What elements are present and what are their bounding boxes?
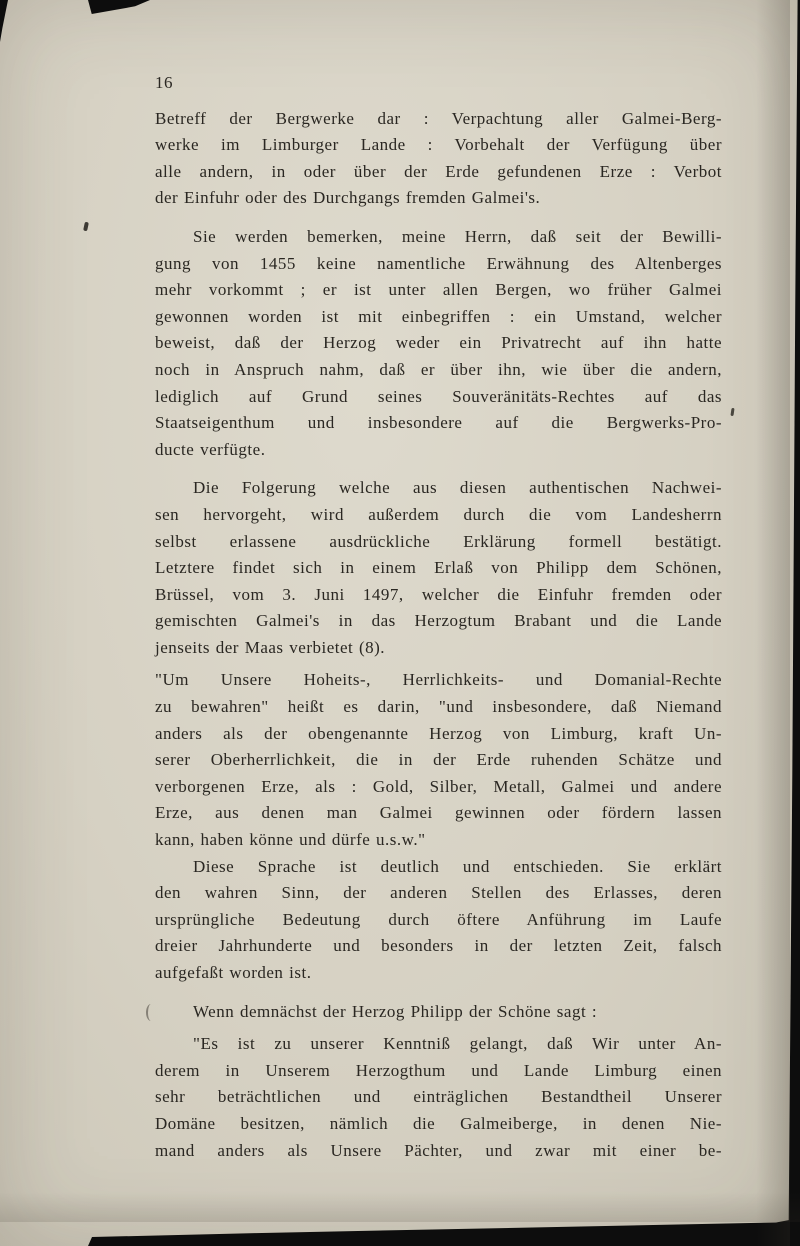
text-line: sen hervorgeht, wird außerdem durch die vom Landesherrn [155, 504, 722, 524]
text-line: beweist, daß der Herzog weder ein Privatrecht auf ihn hatte [155, 333, 722, 353]
text-line: Staatseigenthum und insbesondere auf die Bergwerks-Pro- [155, 413, 722, 433]
text-block [155, 70, 722, 1164]
text-line: dreier Jahrhunderte und besonders in der letzten Zeit, falsch [155, 936, 722, 956]
scan-speck-left-margin [83, 222, 89, 232]
text-line: "Um Unsere Hoheits-, Herrlichkeits- und Domanial-Rechte [155, 670, 722, 690]
text-line: kann, haben könne und dürfe u.s.w." [155, 830, 426, 850]
text-line: Letztere findet sich in einem Erlaß von Philipp dem Schönen, [155, 558, 722, 578]
scan-edge-bottom [0, 1218, 800, 1246]
text-line: Sie werden bemerken, meine Herrn, daß seit der Bewilli- [193, 226, 722, 246]
text-line: gewonnen worden ist mit einbegriffen : ein Umstand, welcher [155, 306, 722, 326]
text-line: der Einfuhr oder des Durchgangs fremden Galmei's. [155, 188, 541, 208]
text-line: verborgenen Erze, als : Gold, Silber, Metall, Galmei und andere [155, 776, 722, 796]
text-line: lediglich auf Grund seines Souveränitäts-Rechtes auf das [155, 386, 722, 406]
text-line: alle andern, in oder über der Erde gefundenen Erze : Verbot [155, 161, 722, 181]
text-line: werke im Limburger Lande : Vorbehalt der Verfügung über [155, 135, 722, 155]
text-line: Brüssel, vom 3. Juni 1497, welcher die Einfuhr fremden oder [155, 584, 722, 604]
scan-edge-top-left [88, 0, 150, 14]
paragraph [155, 999, 722, 1026]
text-line: ducte verfügte. [155, 439, 266, 459]
text-line: serer Oberherrlichkeit, die in der Erde ruhenden Schätze und [155, 750, 722, 770]
text-line: zu bewahren" heißt es darin, "und insbesondere, daß Niemand [155, 697, 722, 717]
text-line: derem in Unserem Herzogthum und Lande Limburg einen [155, 1060, 722, 1080]
text-line: mand anders als Unsere Pächter, und zwar mit einer be- [155, 1140, 722, 1160]
paragraph [155, 854, 722, 987]
text-line: Erze, aus denen man Galmei gewinnen oder fördern lassen [155, 803, 722, 823]
page-shadow-right [756, 0, 790, 1246]
page-body [155, 106, 722, 1165]
page-shadow-bottom [0, 1192, 800, 1222]
text-line: Betreff der Bergwerke dar : Verpachtung aller Galmei-Berg- [155, 108, 722, 128]
text-line: aufgefaßt worden ist. [155, 963, 312, 982]
scan-speck-right-margin [730, 408, 734, 416]
text-line: selbst erlassene ausdrückliche Erklärung formell bestätigt. [155, 531, 722, 551]
paragraph [155, 667, 722, 853]
text-line: "Es ist zu unserer Kenntniß gelangt, daß Wir unter An- [193, 1034, 722, 1054]
text-line: Die Folgerung welche aus diesen authentischen Nachwei- [193, 478, 722, 498]
text-line: den wahren Sinn, der anderen Stellen des Erlasses, deren [155, 883, 722, 903]
paragraph [155, 106, 722, 212]
page-number: 16 [155, 73, 173, 92]
scan-edge-left-top [0, 0, 8, 70]
paragraph [155, 1031, 722, 1164]
paragraph [155, 475, 722, 661]
text-line: jenseits der Maas verbietet (8). [155, 637, 386, 657]
text-line: Diese Sprache ist deutlich und entschieden. Sie erklärt [193, 856, 722, 876]
text-line: anders als der obengenannte Herzog von Limburg, kraft Un- [155, 723, 722, 743]
text-line: gung von 1455 keine namentliche Erwähnung des Altenberges [155, 253, 722, 273]
text-line: Domäne besitzen, nämlich die Galmeiberge, in denen Nie- [155, 1113, 722, 1133]
text-line: ursprüngliche Bedeutung durch öftere Anführung im Laufe [155, 909, 722, 929]
text-line: sehr beträchtlichen und einträglichen Bestandtheil Unserer [155, 1087, 722, 1107]
text-line: Wenn demnächst der Herzog Philipp der Schöne sagt : [193, 1001, 598, 1021]
text-line: gemischten Galmei's in das Herzogtum Brabant und die Lande [155, 611, 722, 631]
paragraph [155, 224, 722, 463]
text-line: mehr vorkommt ; er ist unter allen Bergen, wo früher Galmei [155, 280, 722, 300]
text-line: noch in Anspruch nahm, daß er über ihn, wie über die andern, [155, 359, 722, 379]
